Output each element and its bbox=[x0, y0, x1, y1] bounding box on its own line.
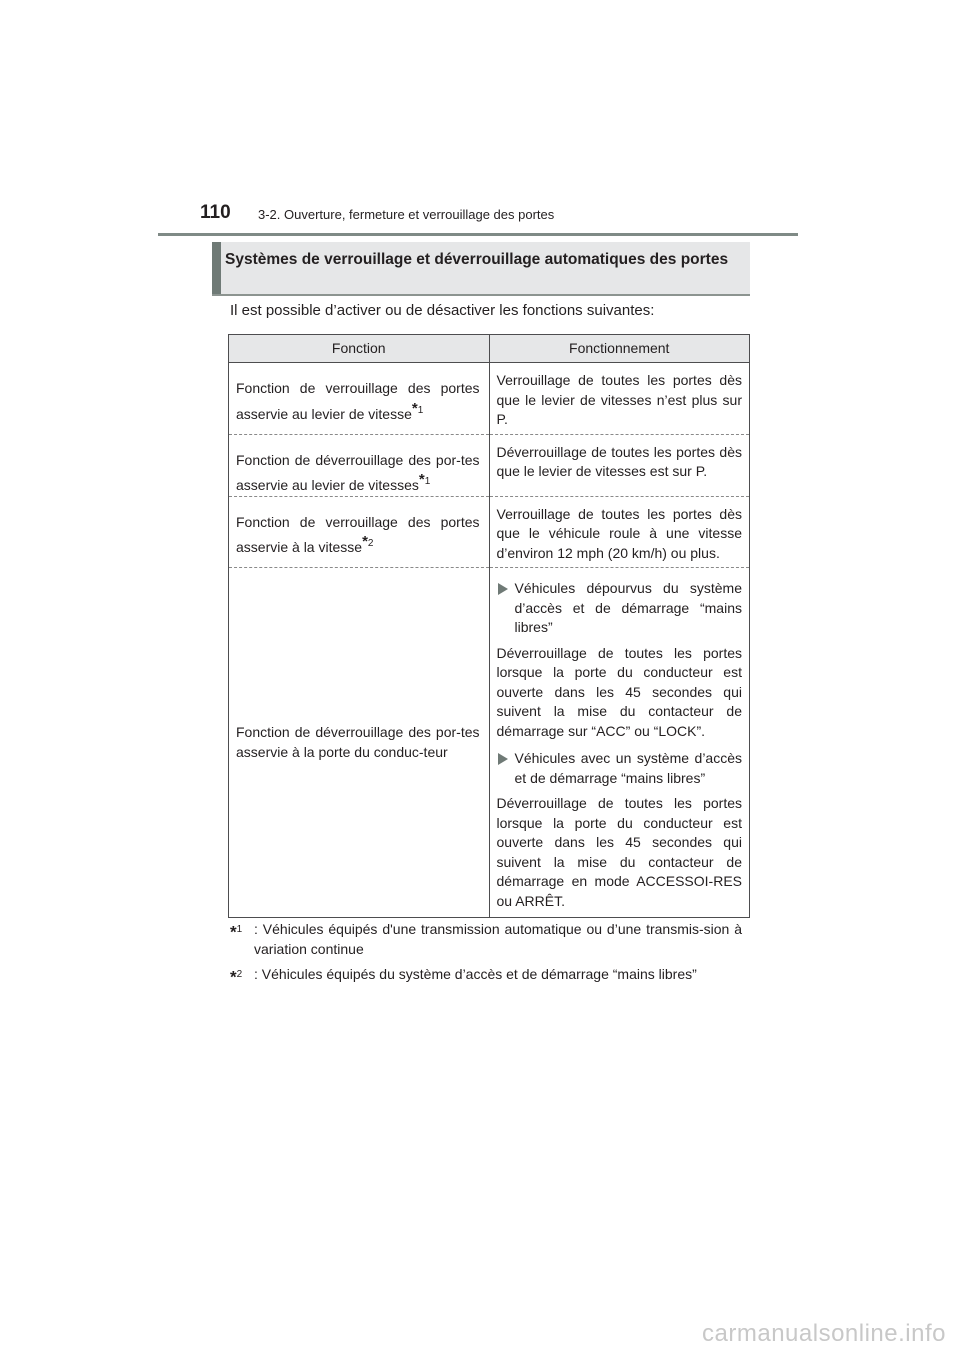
function-description: Déverrouillage de toutes les portes lorsque la porte du conducteur est ouverte dans les 45 secondes qui suivent la mise du contacteur de démarrage en mode ACCESSOI-RES ou ARRÊT. bbox=[496, 795, 742, 909]
description-cell bbox=[489, 568, 750, 918]
section-heading bbox=[212, 242, 750, 296]
watermark: carmanualsonline.info bbox=[702, 1320, 946, 1347]
description-cell bbox=[489, 434, 750, 496]
footnote-marker: *$^1$ bbox=[230, 922, 243, 942]
function-description: Verrouillage de toutes les portes dès que le véhicule roule à une vitesse d’environ 12 mph (20 km/h) ou plus. bbox=[496, 505, 742, 561]
function-cell bbox=[229, 496, 490, 568]
table-header-row bbox=[229, 335, 750, 363]
function-name: Fonction de verrouillage des portes asservie au levier de vitesse bbox=[236, 380, 480, 422]
section-title: 3-2. Ouverture, fermeture et verrouillage des portes bbox=[258, 207, 555, 222]
column-header-function: Fonction bbox=[229, 335, 490, 363]
condition-text: Véhicules dépourvus du système d’accès et de démarrage “mains libres” bbox=[514, 580, 742, 635]
functions-table bbox=[228, 334, 750, 918]
function-cell bbox=[229, 363, 490, 435]
function-name: Fonction de verrouillage des portes asservie à la vitesse bbox=[236, 513, 480, 555]
condition-item bbox=[497, 749, 743, 788]
table-row bbox=[229, 434, 750, 496]
function-name: Fonction de déverrouillage des por-tes asservie à la porte du conduc-teur bbox=[236, 724, 480, 760]
footnote bbox=[230, 965, 742, 985]
footnote-ref: *2 bbox=[362, 533, 374, 550]
function-description: Verrouillage de toutes les portes dès que le levier de vitesses n’est plus sur P. bbox=[496, 372, 742, 427]
page-number: 110 bbox=[200, 202, 231, 223]
table-row bbox=[229, 363, 750, 435]
description-cell bbox=[489, 496, 750, 568]
function-description: Déverrouillage de toutes les portes dès que le levier de vitesses est sur P. bbox=[496, 443, 742, 479]
description-cell bbox=[489, 363, 750, 435]
condition-item bbox=[497, 579, 743, 638]
column-header-operation: Fonctionnement bbox=[489, 335, 750, 363]
table-row bbox=[229, 496, 750, 568]
triangle-bullet-icon bbox=[498, 753, 508, 765]
table-row bbox=[229, 568, 750, 918]
function-cell bbox=[229, 434, 490, 496]
condition-text: Véhicules avec un système d’accès et de démarrage “mains libres” bbox=[514, 750, 742, 786]
function-description: Déverrouillage de toutes les portes lorsque la porte du conducteur est ouverte dans les 45 secondes qui suivent la mise du contacteur de démarrage sur “ACC” ou “LOCK”. bbox=[496, 644, 742, 739]
heading-accent-bar bbox=[212, 242, 221, 294]
function-name: Fonction de déverrouillage des por-tes asservie au levier de vitesses bbox=[236, 451, 480, 493]
intro-text: Il est possible d’activer ou de désactiver les fonctions suivantes: bbox=[230, 302, 655, 319]
footnote-ref: *1 bbox=[418, 471, 431, 488]
footnote-ref: *1 bbox=[411, 399, 424, 417]
footnote-text: : Véhicules équipés du système d’accès et de démarrage “mains libres” bbox=[254, 966, 697, 982]
heading-text: Systèmes de verrouillage et déverrouillage automatiques des portes bbox=[225, 251, 729, 268]
function-cell bbox=[229, 568, 490, 918]
footnote bbox=[230, 920, 742, 959]
footnote-marker: *$^2$ bbox=[230, 967, 243, 987]
footnote-text: : Véhicules équipés d'une transmission automatique ou d’une transmis-sion à variation continue bbox=[254, 921, 742, 957]
header-rule bbox=[158, 233, 798, 236]
triangle-bullet-icon bbox=[498, 583, 508, 595]
